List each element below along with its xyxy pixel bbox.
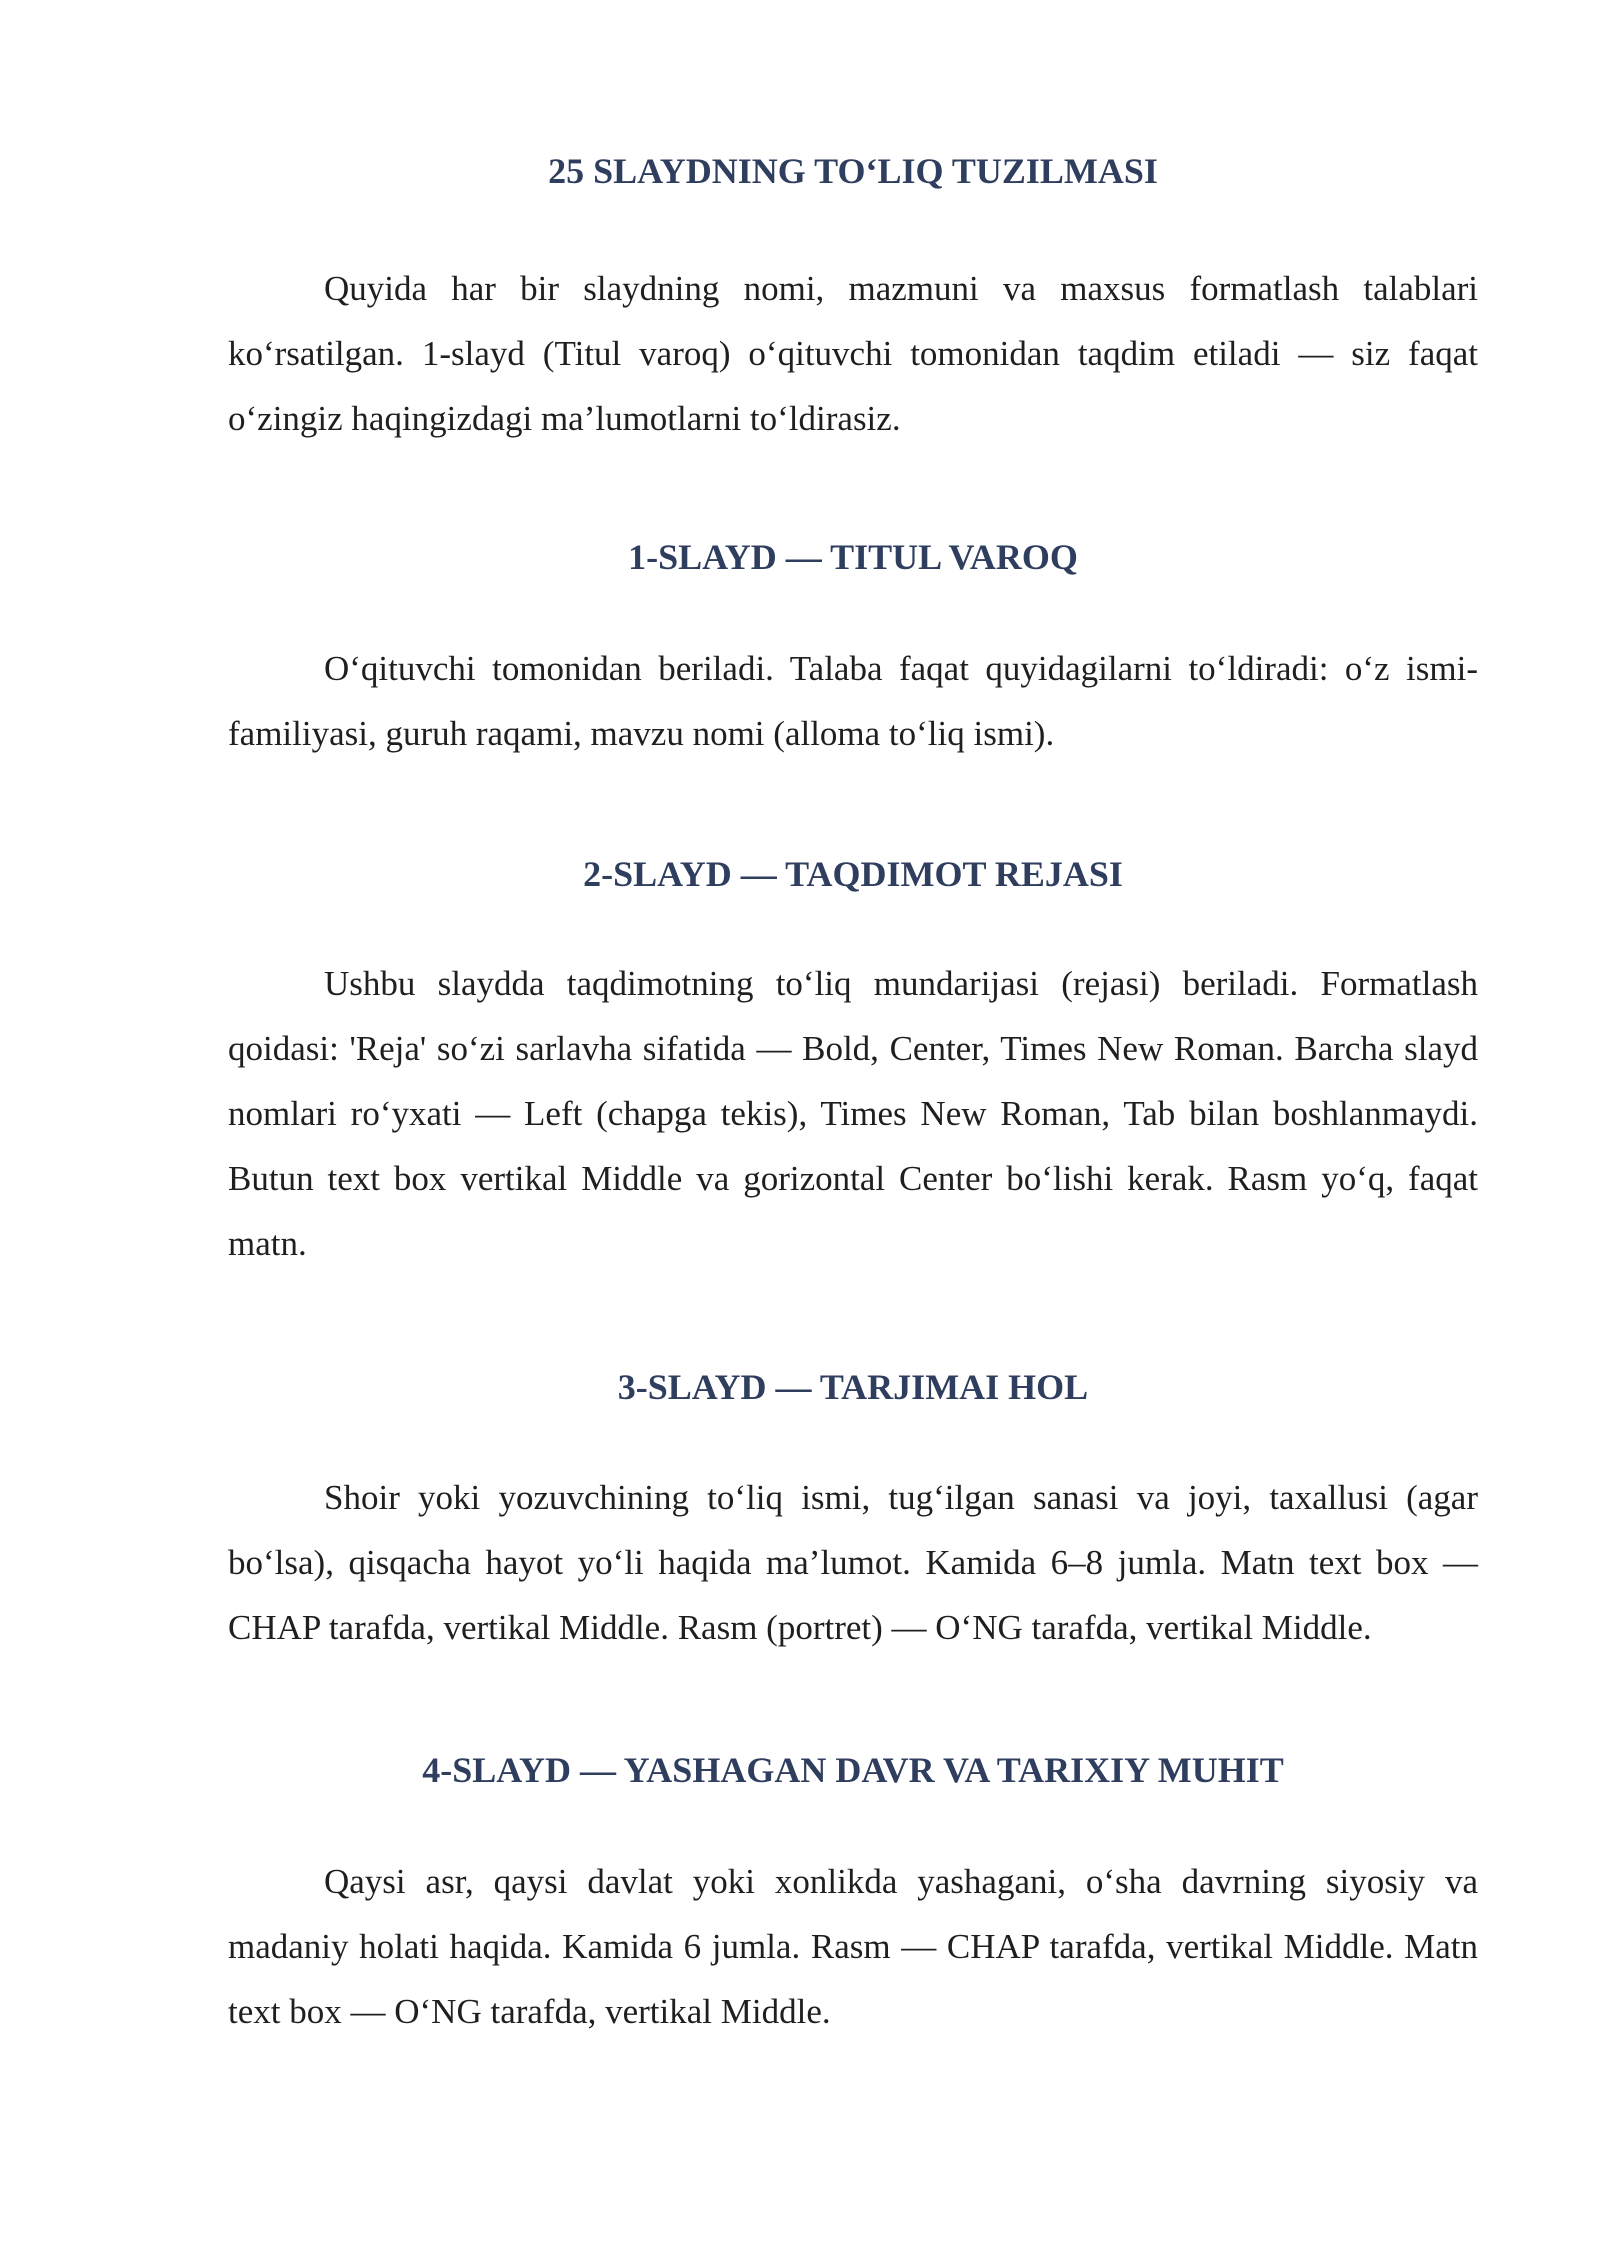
section-heading-slide-1: 1-SLAYD — TITUL VAROQ <box>628 537 1078 577</box>
section-heading-slide-2: 2-SLAYD — TAQDIMOT REJASI <box>583 854 1123 894</box>
section-body-slide-2: Ushbu slaydda taqdimotning to‘liq mundarijasi (rejasi) beriladi. Formatlash qoidasi: 'Reja' so‘zi sarlavha sifatida — Bold, Center, Times New Roman. Barcha slayd nomlari ro‘yxati — Left (chapga tekis), Times New Roman, Tab bilan boshlanmaydi. Butun text box vertikal Middle va gorizontal Center bo‘lishi kerak. Rasm yo‘q, faqat matn. <box>228 964 1478 1263</box>
section-body-slide-4: Qaysi asr, qaysi davlat yoki xonlikda yashagani, o‘sha davrning siyosiy va madaniy holati haqida. Kamida 6 jumla. Rasm — CHAP tarafda, vertikal Middle. Matn text box — O‘NG tarafda, vertikal Middle. <box>228 1862 1478 2031</box>
section-heading-slide-3: 3-SLAYD — TARJIMAI HOL <box>617 1367 1089 1407</box>
section-body-slide-3: Shoir yoki yozuvchining to‘liq ismi, tug‘ilgan sanasi va joyi, taxallusi (agar bo‘lsa), qisqacha hayot yo‘li haqida ma’lumot. Kamida 6–8 jumla. Matn text box — CHAP tarafda, vertikal Middle. Rasm (portret) — O‘NG tarafda, vertikal Middle. <box>228 1478 1478 1647</box>
document-title: 25 SLAYDNING TO‘LIQ TUZILMASI <box>548 151 1158 191</box>
intro-paragraph: Quyida har bir slaydning nomi, mazmuni va maxsus formatlash talablari ko‘rsatilgan. 1-slayd (Titul varoq) o‘qituvchi tomonidan taqdim etiladi — siz faqat o‘zingiz haqingizdagi ma’lumotlarni to‘ldirasiz. <box>228 269 1478 438</box>
section-heading-slide-4: 4-SLAYD — YASHAGAN DAVR VA TARIXIY MUHIT <box>422 1750 1284 1790</box>
section-body-slide-1: O‘qituvchi tomonidan beriladi. Talaba faqat quyidagilarni to‘ldiradi: o‘z ismi-familiyasi, guruh raqami, mavzu nomi (alloma to‘liq ismi). <box>228 649 1478 753</box>
